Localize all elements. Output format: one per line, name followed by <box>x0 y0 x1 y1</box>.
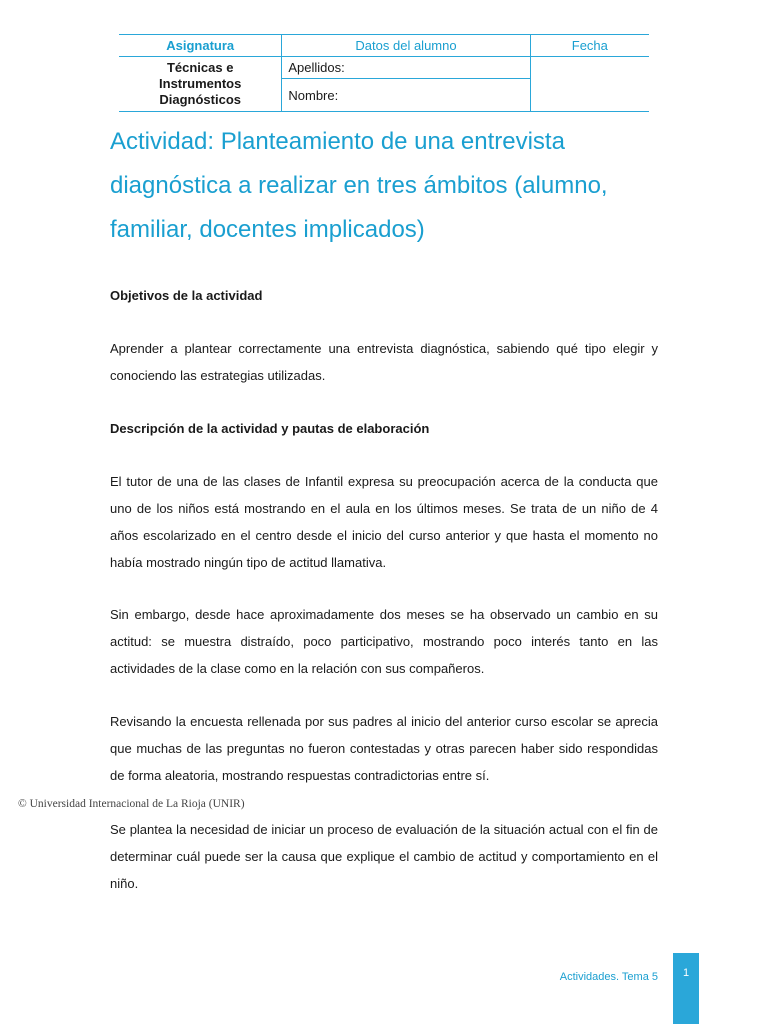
page-number: 1 <box>682 967 690 979</box>
fecha-field[interactable] <box>530 57 649 112</box>
col-header-datos: Datos del alumno <box>282 35 530 57</box>
paragraph-3: Revisando la encuesta rellenada por sus padres al inicio del anterior curso escolar se aprecia que muchas de las preguntas no fueron contestadas y otras parecen haber sido respondidas de forma aleatoria, mostrando respuestas contradictorias entre sí. <box>110 714 658 783</box>
footer-label: Actividades. Tema 5 <box>559 971 658 983</box>
descripcion-heading: Descripción de la actividad y pautas de elaboración <box>110 421 430 436</box>
header-table <box>119 34 649 112</box>
paragraph-1: El tutor de una de las clases de Infantil expresa su preocupación acerca de la conducta que uno de los niños está mostrando en el aula en los últimos meses. Se trata de un niño de 4 años escolarizado en el centro desde el inicio del curso anterior y que hasta el momento no había mostrado ningún tipo de actitud llamativa. <box>110 474 658 570</box>
objetivos-heading: Objetivos de la actividad <box>110 288 263 303</box>
objetivos-text: Aprender a plantear correctamente una entrevista diagnóstica, sabiendo qué tipo elegir y conociendo las estrategias utilizadas. <box>110 341 658 383</box>
page-number-box <box>673 953 699 1024</box>
paragraph-2: Sin embargo, desde hace aproximadamente dos meses se ha observado un cambio en su actitud: se muestra distraído, poco participativo, mostrando poco interés tanto en las actividades de la clase como en la relación con sus compañeros. <box>110 607 658 676</box>
copyright-notice: © Universidad Internacional de La Rioja (UNIR) <box>18 798 245 810</box>
nombre-field[interactable]: Nombre: <box>282 79 530 112</box>
asignatura-value: Técnicas e Instrumentos Diagnósticos <box>119 57 282 112</box>
col-header-asignatura: Asignatura <box>119 35 282 57</box>
page-title: Actividad: Planteamiento de una entrevista diagnóstica a realizar en tres ámbitos (alumno, familiar, docentes implicados) <box>110 128 608 243</box>
apellidos-field[interactable]: Apellidos: <box>282 57 530 79</box>
paragraph-4: Se plantea la necesidad de iniciar un proceso de evaluación de la situación actual con el fin de determinar cuál puede ser la causa que explique el cambio de actitud y comportamiento en el niño. <box>110 822 658 891</box>
col-header-fecha: Fecha <box>530 35 649 57</box>
